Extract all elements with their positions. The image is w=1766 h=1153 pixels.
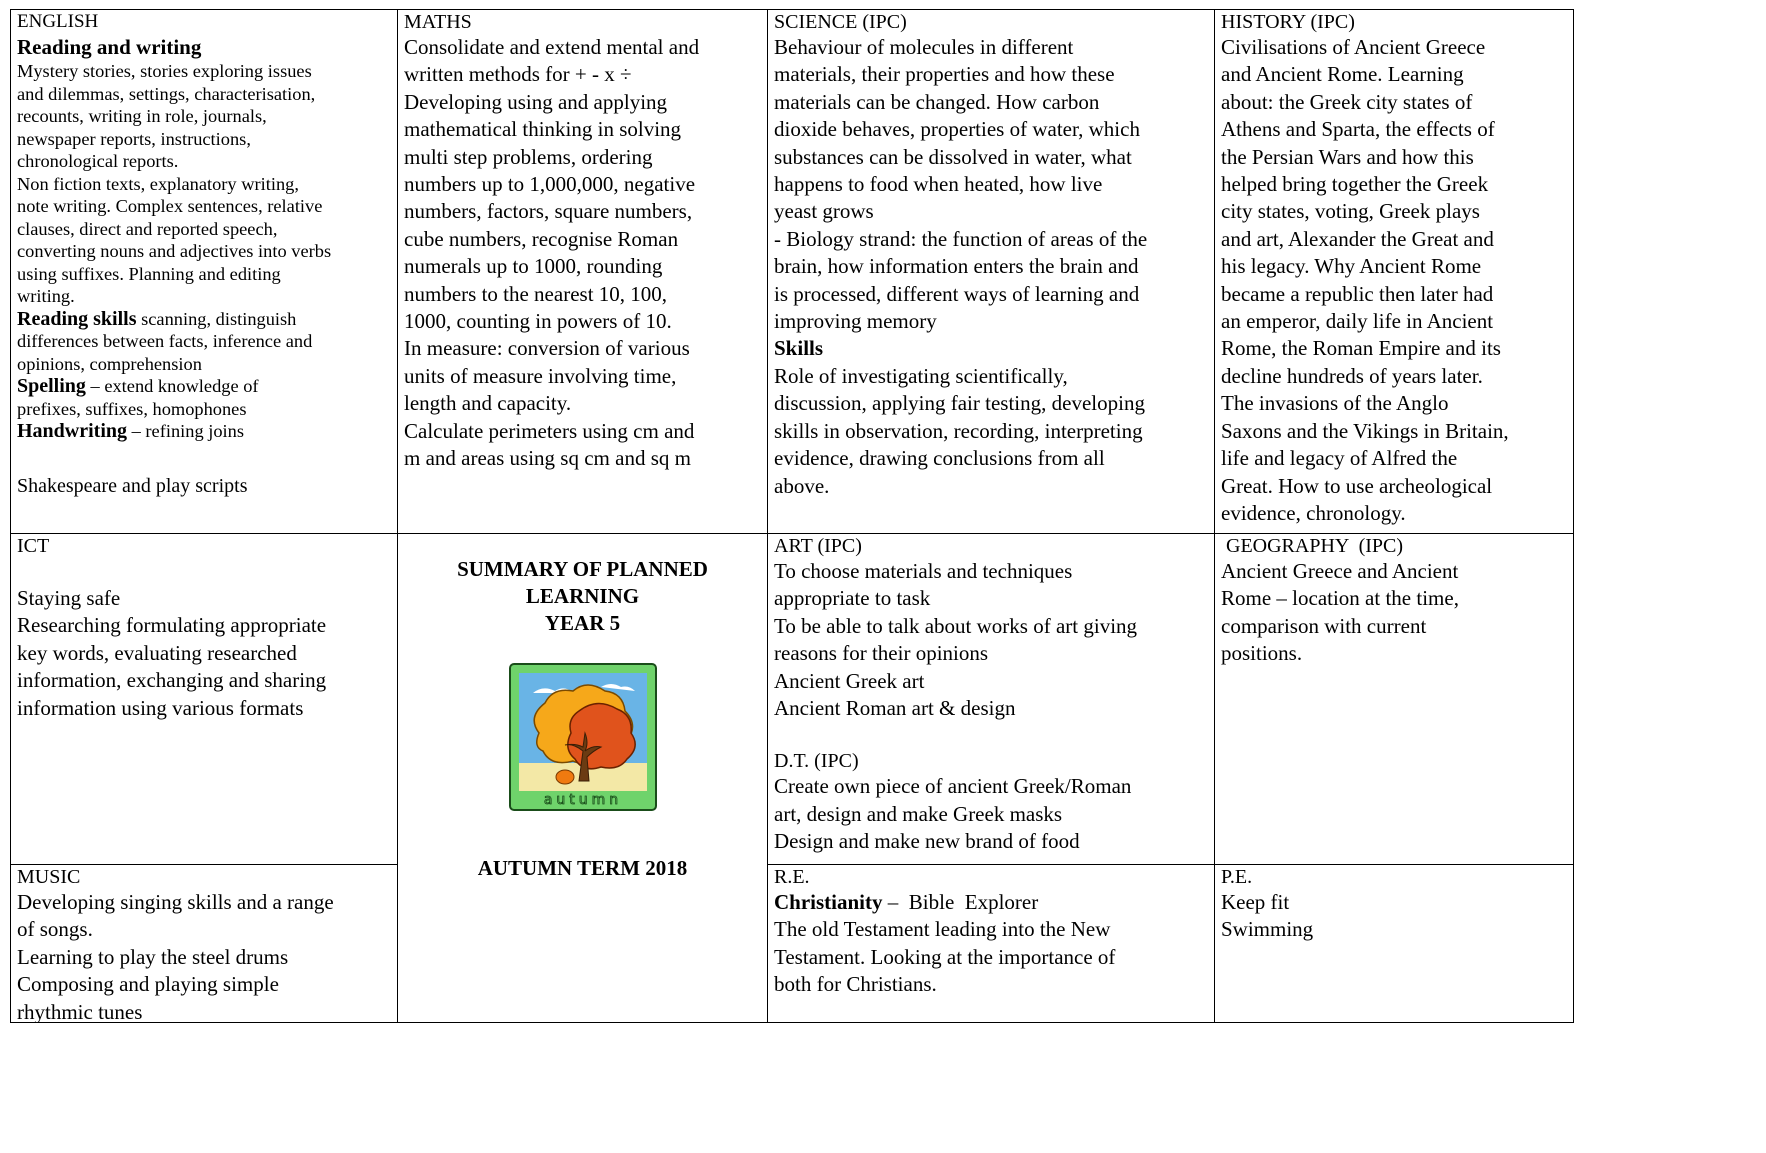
science-text: - Biology strand: the function of areas of the: [774, 226, 1148, 251]
english-heading: ENGLISH: [17, 11, 99, 32]
maths-text: 1000, counting in powers of 10.: [404, 309, 672, 334]
music-text: Composing and playing simple: [17, 972, 279, 997]
english-cell: [10, 9, 397, 533]
reading-skills-line: [17, 308, 391, 331]
term-title: AUTUMN TERM 2018: [477, 856, 688, 880]
summary-line: SUMMARY OF PLANNED: [457, 557, 708, 581]
history-text: Rome, the Roman Empire and its: [1221, 336, 1501, 361]
science-text: is processed, different ways of learning and: [774, 281, 1140, 306]
english-text: chronological reports.: [17, 151, 179, 171]
autumn-tree-logo: [509, 663, 657, 811]
music-cell: [10, 864, 397, 1023]
science-text: brain, how information enters the brain and: [774, 254, 1139, 279]
history-text: Great. How to use archeological: [1221, 473, 1493, 498]
reading-skills-label: Reading skills: [17, 307, 137, 330]
science-text: skills in observation, recording, interpreting: [774, 418, 1143, 443]
geography-text: Rome – location at the time,: [1221, 586, 1459, 611]
geography-text: positions.: [1221, 641, 1303, 666]
music-heading: MUSIC: [17, 866, 81, 888]
re-text: both for Christians.: [774, 972, 937, 997]
dt-text: Create own piece of ancient Greek/Roman: [774, 774, 1132, 799]
science-text: above.: [774, 473, 830, 498]
maths-text: Consolidate and extend mental and: [404, 35, 700, 59]
science-text: happens to food when heated, how live: [774, 172, 1103, 197]
history-text: and Ancient Rome. Learning: [1221, 62, 1464, 87]
dt-text: art, design and make Greek masks: [774, 801, 1063, 826]
re-text: The old Testament leading into the New: [774, 917, 1111, 942]
history-text: city states, voting, Greek plays: [1221, 199, 1480, 224]
planning-table: [10, 9, 1574, 1023]
history-text: decline hundreds of years later.: [1221, 363, 1483, 388]
maths-text: numbers to the nearest 10, 100,: [404, 281, 668, 306]
history-text: his legacy. Why Ancient Rome: [1221, 254, 1482, 279]
history-heading: HISTORY (IPC): [1221, 11, 1355, 33]
maths-text: numbers, factors, square numbers,: [404, 199, 693, 224]
history-cell: [1214, 9, 1574, 533]
art-text: appropriate to task: [774, 586, 931, 611]
maths-text: units of measure involving time,: [404, 363, 677, 388]
ict-text: information, exchanging and sharing: [17, 668, 327, 693]
reading-writing-title: Reading and writing: [17, 35, 202, 59]
english-text: Non fiction texts, explanatory writing,: [17, 173, 299, 194]
english-text: using suffixes. Planning and editing: [17, 263, 281, 284]
re-cell: [767, 864, 1214, 1023]
re-text: Testament. Looking at the importance of: [774, 944, 1116, 969]
maths-text: numbers up to 1,000,000, negative: [404, 172, 696, 197]
english-text: prefixes, suffixes, homophones: [17, 398, 247, 419]
music-text: of songs.: [17, 917, 93, 942]
history-text: about: the Greek city states of: [1221, 89, 1473, 114]
art-heading: ART (IPC): [774, 535, 862, 557]
history-text: The invasions of the Anglo: [1221, 391, 1449, 416]
science-text: Role of investigating scientifically,: [774, 363, 1068, 388]
geography-heading: GEOGRAPHY (IPC): [1221, 535, 1404, 557]
maths-text: Developing using and applying: [404, 89, 668, 114]
science-text: yeast grows: [774, 199, 874, 224]
science-text: materials can be changed. How carbon: [774, 89, 1100, 114]
science-text: discussion, applying fair testing, developing: [774, 391, 1145, 416]
english-text: differences between facts, inference and: [17, 331, 313, 351]
handwriting-label: Handwriting: [17, 420, 128, 442]
geography-text: Ancient Greece and Ancient: [1221, 559, 1459, 583]
christianity-line: [774, 889, 1208, 916]
science-text: dioxide behaves, properties of water, which: [774, 117, 1140, 142]
english-text: note writing. Complex sentences, relative: [17, 196, 323, 216]
maths-heading: MATHS: [404, 11, 472, 33]
maths-text: mathematical thinking in solving: [404, 117, 682, 142]
science-cell: [767, 9, 1214, 533]
maths-text: multi step problems, ordering: [404, 144, 653, 169]
ict-text: Staying safe: [17, 586, 121, 610]
pe-text: Swimming: [1221, 917, 1314, 942]
pe-text: Keep fit: [1221, 890, 1290, 914]
science-text: substances can be dissolved in water, what: [774, 144, 1132, 169]
pe-heading: P.E.: [1221, 866, 1253, 888]
english-text: scanning, distinguish: [136, 308, 297, 329]
ict-cell: [10, 533, 397, 864]
english-text: newspaper reports, instructions,: [17, 128, 251, 149]
music-text: rhythmic tunes: [17, 999, 143, 1023]
dt-heading: D.T. (IPC): [774, 750, 859, 773]
summary-line: LEARNING: [525, 584, 640, 608]
science-text: Behaviour of molecules in different: [774, 35, 1074, 59]
science-text: improving memory: [774, 309, 937, 334]
english-text: writing.: [17, 286, 75, 306]
art-text: Ancient Greek art: [774, 668, 925, 693]
maths-text: Calculate perimeters using cm and: [404, 418, 695, 443]
history-text: the Persian Wars and how this: [1221, 144, 1474, 169]
maths-text: m and areas using sq cm and sq m: [404, 446, 691, 471]
english-text: opinions, comprehension: [17, 353, 202, 374]
history-text: an emperor, daily life in Ancient: [1221, 309, 1494, 334]
ict-heading: ICT: [17, 535, 50, 557]
maths-text: numerals up to 1000, rounding: [404, 254, 663, 279]
ict-text: key words, evaluating researched: [17, 640, 297, 665]
english-text: – extend knowledge of: [85, 376, 259, 396]
art-cell: [767, 533, 1214, 864]
ict-text: information using various formats: [17, 695, 304, 720]
art-text: reasons for their opinions: [774, 641, 989, 666]
summary-cell: [397, 533, 767, 1023]
art-text: To choose materials and techniques: [774, 559, 1073, 583]
skills-title: Skills: [774, 336, 824, 361]
music-text: Developing singing skills and a range: [17, 890, 334, 914]
science-text: evidence, drawing conclusions from all: [774, 446, 1105, 471]
maths-text: cube numbers, recognise Roman: [404, 226, 679, 251]
history-text: evidence, chronology.: [1221, 500, 1406, 525]
english-text: and dilemmas, settings, characterisation,: [17, 83, 316, 104]
re-heading: R.E.: [774, 866, 810, 888]
ict-text: Researching formulating appropriate: [17, 613, 327, 638]
geography-cell: [1214, 533, 1574, 864]
spelling-line: [17, 375, 391, 398]
geography-text: comparison with current: [1221, 613, 1427, 638]
science-heading: SCIENCE (IPC): [774, 11, 907, 33]
maths-text: written methods for + - x ÷: [404, 62, 632, 87]
handwriting-line: [17, 420, 391, 443]
history-text: life and legacy of Alfred the: [1221, 446, 1458, 471]
maths-text: In measure: conversion of various: [404, 336, 690, 361]
logo-text: autumn: [543, 792, 622, 808]
maths-text: length and capacity.: [404, 391, 572, 416]
shakespeare-text: Shakespeare and play scripts: [17, 474, 248, 497]
english-text: Mystery stories, stories exploring issues: [17, 61, 312, 81]
art-text: Ancient Roman art & design: [774, 696, 1016, 721]
music-text: Learning to play the steel drums: [17, 944, 289, 969]
history-text: Saxons and the Vikings in Britain,: [1221, 418, 1509, 443]
history-text: and art, Alexander the Great and: [1221, 226, 1494, 251]
history-text: became a republic then later had: [1221, 281, 1494, 306]
science-text: materials, their properties and how these: [774, 62, 1115, 87]
english-text: clauses, direct and reported speech,: [17, 218, 278, 239]
english-text: converting nouns and adjectives into verbs: [17, 241, 332, 261]
history-text: Civilisations of Ancient Greece: [1221, 35, 1486, 59]
art-text: To be able to talk about works of art giving: [774, 613, 1138, 638]
pe-cell: [1214, 864, 1574, 1023]
english-text: recounts, writing in role, journals,: [17, 106, 267, 126]
history-text: Athens and Sparta, the effects of: [1221, 117, 1495, 142]
christianity-label: Christianity: [774, 890, 883, 914]
english-text: – refining joins: [127, 421, 245, 441]
summary-title: [404, 556, 761, 637]
summary-line: YEAR 5: [544, 611, 621, 635]
dt-text: Design and make new brand of food: [774, 829, 1080, 854]
history-text: helped bring together the Greek: [1221, 172, 1489, 197]
maths-cell: [397, 9, 767, 533]
tree-icon: [509, 663, 657, 811]
re-text: – Bible Explorer: [882, 890, 1039, 914]
spelling-label: Spelling: [17, 375, 86, 397]
